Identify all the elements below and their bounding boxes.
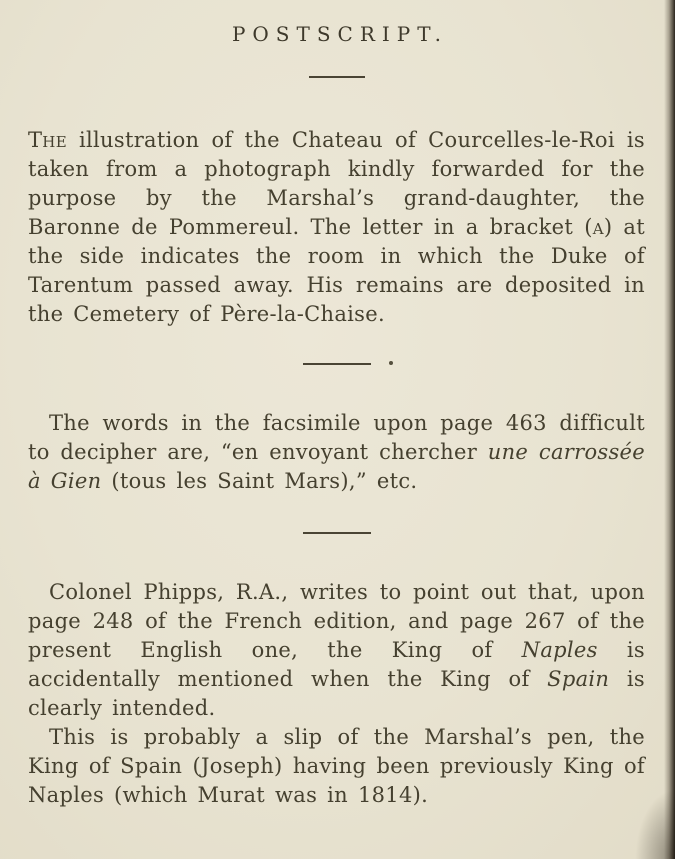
lead-word: The xyxy=(28,128,67,152)
text-segment: (tous les Saint Mars),” etc. xyxy=(101,469,418,493)
text-segment: illustration of the Chateau of Courcelles-le-Roi is taken from a photograph kindly forwarded for the purpose by the Marshal’s grand-daughter, the Baronne de Pommereul. The letter in a bracket ( xyxy=(28,128,645,239)
text-segment: is clearly intended. xyxy=(28,667,646,720)
italic-phrase: une carrossée à Gien xyxy=(28,440,645,493)
text-segment: ) at the side indicates the room in which the Duke of Tarentum passed away. His remains are deposited in the Cemetery of Père-la-Chaise. xyxy=(28,215,645,326)
paragraph-facsimile-note xyxy=(28,409,645,496)
divider-line xyxy=(309,76,365,78)
divider-line xyxy=(303,532,371,534)
section-divider-1 xyxy=(28,76,645,78)
section-divider-2 xyxy=(28,363,645,365)
text-segment: Colonel Phipps, R.A., writes to point out that, upon page 248 of the French edition, and page 267 of the present English one, the King of xyxy=(28,580,645,662)
text-segment: This is probably a slip of the Marshal’s pen, the King of Spain (Joseph) having been previously King of Naples (which Murat was in 1814). xyxy=(28,725,645,807)
paragraph-phipps-correction xyxy=(28,578,645,723)
italic-word: Naples xyxy=(521,638,598,662)
text-segment: The words in the facsimile upon page 463 difficult to decipher are, “en envoyant chercher xyxy=(28,411,645,464)
italic-word: Spain xyxy=(547,667,610,691)
page-title: POSTSCRIPT. xyxy=(231,22,449,46)
section-divider-3 xyxy=(28,532,645,534)
bracket-letter: a xyxy=(592,215,604,239)
divider-line xyxy=(303,363,371,365)
ink-speck xyxy=(389,361,393,365)
paragraph-slip-explanation xyxy=(28,723,645,810)
text-segment: is accidentally mentioned when the King of xyxy=(28,638,645,691)
paragraph-illustration-note xyxy=(28,126,645,329)
